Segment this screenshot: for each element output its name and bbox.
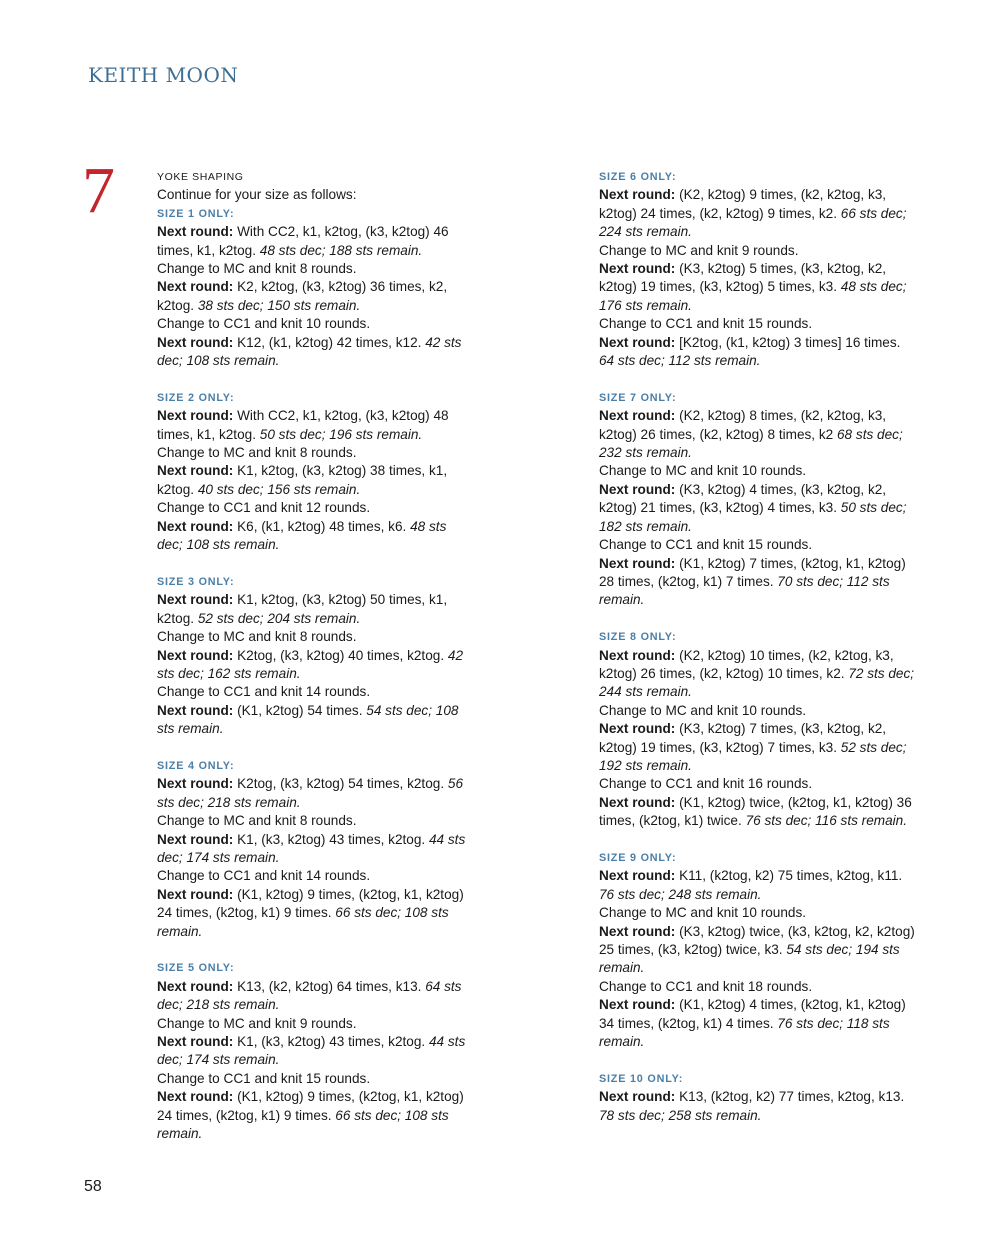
next-round-instruction	[157, 775, 475, 812]
next-round-instruction	[157, 462, 475, 499]
next-round-label: Next round:	[599, 334, 676, 350]
stitch-count-note: 66 sts dec; 224 sts remain.	[599, 205, 907, 240]
change-color-instruction: Change to MC and knit 8 rounds.	[157, 261, 357, 277]
instruction-text: (K3, k2tog) twice, (k3, k2tog, k2, k2tog) 25 times, (k3, k2tog) twice, k3.	[599, 923, 915, 958]
change-color-instruction: Change to MC and knit 8 rounds.	[157, 813, 357, 829]
next-round-instruction	[599, 794, 917, 831]
left-column	[157, 168, 475, 1162]
next-round-instruction	[599, 407, 917, 462]
change-color-instruction: Change to CC1 and knit 15 rounds.	[599, 316, 813, 332]
change-color-instruction: Change to CC1 and knit 16 rounds.	[599, 776, 813, 792]
change-color-instruction: Change to CC1 and knit 15 rounds.	[157, 1070, 371, 1086]
next-round-label: Next round:	[157, 776, 234, 792]
instruction-text: K1, k2tog, (k3, k2tog) 38 times, k1, k2tog.	[157, 463, 448, 497]
instruction-text: K2tog, (k3, k2tog) 54 times, k2tog.	[237, 776, 445, 792]
intro-text: Continue for your size as follows:	[157, 187, 357, 203]
size-heading: SIZE 8 ONLY:	[599, 631, 677, 644]
next-round-instruction	[157, 518, 475, 555]
stitch-count-note: 40 sts dec; 156 sts remain.	[197, 481, 361, 497]
stitch-count-note: 54 sts dec; 108 sts remain.	[157, 702, 459, 737]
instruction-text: (K1, k2tog) 9 times, (k2tog, k1, k2tog) 24 times, (k2tog, k1) 9 times.	[157, 886, 464, 921]
next-round-instruction	[599, 647, 917, 702]
next-round-instruction	[157, 1088, 475, 1143]
next-round-instruction	[599, 334, 917, 371]
size-heading: SIZE 4 ONLY:	[157, 759, 235, 772]
stitch-count-note: 72 sts dec; 244 sts remain.	[599, 665, 915, 700]
instruction-text: K1, (k3, k2tog) 43 times, k2tog.	[237, 831, 426, 847]
size-heading: SIZE 3 ONLY:	[157, 575, 235, 588]
instruction-text: (K1, k2tog) 9 times, (k2tog, k1, k2tog) 24 times, (k2tog, k1) 9 times.	[157, 1089, 464, 1123]
change-color-instruction: Change to CC1 and knit 15 rounds.	[599, 537, 813, 553]
stitch-count-note: 52 sts dec; 204 sts remain.	[197, 610, 361, 626]
instruction-text: (K3, k2tog) 5 times, (k3, k2tog, k2, k2tog) 19 times, (k3, k2tog) 5 times, k3.	[599, 261, 887, 295]
size-heading: SIZE 10 ONLY:	[599, 1072, 684, 1085]
size-block	[599, 1070, 917, 1125]
stitch-count-note: 42 sts dec; 162 sts remain.	[157, 647, 464, 681]
change-color-instruction: Change to CC1 and knit 14 rounds.	[157, 684, 371, 700]
instruction-text: [K2tog, (k1, k2tog) 3 times] 16 times.	[679, 334, 901, 350]
next-round-label: Next round:	[157, 831, 234, 847]
stitch-count-note: 42 sts dec; 108 sts remain.	[157, 334, 462, 369]
size-heading: SIZE 9 ONLY:	[599, 851, 677, 864]
change-color-instruction: Change to CC1 and knit 14 rounds.	[157, 868, 371, 884]
right-column	[599, 168, 917, 1143]
next-round-instruction	[157, 647, 475, 684]
next-round-label: Next round:	[599, 647, 676, 663]
next-round-instruction	[599, 720, 917, 775]
instruction-text: K12, (k1, k2tog) 42 times, k12.	[237, 334, 422, 350]
stitch-count-note: 64 sts dec; 112 sts remain.	[599, 353, 761, 369]
next-round-instruction	[157, 1033, 475, 1070]
stitch-count-note: 54 sts dec; 194 sts remain.	[599, 942, 900, 976]
instruction-text: K13, (k2tog, k2) 77 times, k2tog, k13.	[679, 1089, 905, 1105]
next-round-label: Next round:	[157, 647, 234, 663]
instruction-text: (K3, k2tog) 7 times, (k3, k2tog, k2, k2tog) 19 times, (k3, k2tog) 7 times, k3.	[599, 721, 887, 755]
next-round-label: Next round:	[157, 518, 234, 534]
instruction-text: K1, (k3, k2tog) 43 times, k2tog.	[237, 1034, 426, 1050]
stitch-count-note: 48 sts dec; 176 sts remain.	[599, 279, 907, 313]
stitch-count-note: 52 sts dec; 192 sts remain.	[599, 739, 907, 773]
next-round-instruction	[599, 260, 917, 315]
stitch-count-note: 76 sts dec; 116 sts remain.	[745, 813, 908, 829]
size-block	[599, 389, 917, 610]
next-round-label: Next round:	[157, 592, 234, 608]
stitch-count-note: 70 sts dec; 112 sts remain.	[599, 573, 890, 608]
instruction-text: K13, (k2, k2tog) 64 times, k13.	[237, 978, 422, 994]
next-round-label: Next round:	[157, 279, 234, 295]
next-round-instruction	[157, 334, 475, 371]
instruction-text: (K3, k2tog) 4 times, (k3, k2tog, k2, k2tog) 21 times, (k3, k2tog) 4 times, k3.	[599, 481, 887, 516]
stitch-count-note: 56 sts dec; 218 sts remain.	[157, 776, 464, 810]
next-round-label: Next round:	[157, 334, 234, 350]
change-color-instruction: Change to CC1 and knit 10 rounds.	[157, 316, 371, 332]
stitch-count-note: 68 sts dec; 232 sts remain.	[599, 426, 903, 461]
next-round-label: Next round:	[157, 408, 234, 424]
next-round-label: Next round:	[157, 224, 234, 240]
instruction-text: (K1, k2tog) 7 times, (k2tog, k1, k2tog) 28 times, (k2tog, k1) 7 times.	[599, 555, 906, 589]
left-size-list	[157, 205, 475, 1144]
next-round-label: Next round:	[599, 794, 676, 810]
section-label: YOKE SHAPING	[157, 171, 244, 183]
size-heading: SIZE 2 ONLY:	[157, 391, 235, 404]
next-round-instruction	[599, 481, 917, 536]
next-round-label: Next round:	[157, 702, 234, 718]
next-round-instruction	[157, 407, 475, 444]
step-number: 7	[82, 154, 115, 227]
next-round-label: Next round:	[157, 1034, 234, 1050]
page-number: 58	[84, 1178, 102, 1195]
next-round-instruction	[157, 831, 475, 868]
next-round-instruction	[599, 1088, 917, 1125]
next-round-instruction	[599, 867, 917, 904]
stitch-count-note: 76 sts dec; 118 sts remain.	[599, 1015, 890, 1050]
instruction-text: (K1, k2tog) twice, (k2tog, k1, k2tog) 36 times, (k2tog, k1) twice.	[599, 794, 912, 829]
next-round-instruction	[157, 591, 475, 628]
instruction-text: K2, k2tog, (k3, k2tog) 36 times, k2, k2tog.	[157, 279, 448, 313]
change-color-instruction: Change to MC and knit 9 rounds.	[599, 242, 799, 258]
stitch-count-note: 38 sts dec; 150 sts remain.	[197, 297, 361, 313]
next-round-label: Next round:	[157, 1089, 234, 1105]
change-color-instruction: Change to MC and knit 10 rounds.	[599, 463, 807, 479]
next-round-label: Next round:	[157, 886, 234, 902]
next-round-instruction	[599, 923, 917, 978]
size-heading: SIZE 6 ONLY:	[599, 171, 677, 183]
instruction-text: (K1, k2tog) 54 times.	[237, 702, 363, 718]
instruction-text: (K2, k2tog) 8 times, (k2, k2tog, k3, k2tog) 26 times, (k2, k2tog) 8 times, k2	[599, 408, 887, 442]
stitch-count-note: 66 sts dec; 108 sts remain.	[157, 1107, 449, 1142]
next-round-instruction	[157, 886, 475, 941]
instruction-text: K1, k2tog, (k3, k2tog) 50 times, k1, k2tog.	[157, 592, 448, 626]
next-round-instruction	[157, 702, 475, 739]
size-block	[157, 389, 475, 555]
next-round-instruction	[599, 996, 917, 1051]
next-round-instruction	[157, 223, 475, 260]
size-block	[157, 757, 475, 941]
next-round-instruction	[157, 278, 475, 315]
instruction-text: (K1, k2tog) 4 times, (k2tog, k1, k2tog) 34 times, (k2tog, k1) 4 times.	[599, 997, 906, 1031]
stitch-count-note: 78 sts dec; 258 sts remain.	[599, 1107, 762, 1123]
stitch-count-note: 50 sts dec; 196 sts remain.	[259, 426, 423, 442]
next-round-instruction	[599, 186, 917, 241]
size-block	[599, 849, 917, 1051]
change-color-instruction: Change to MC and knit 10 rounds.	[599, 702, 807, 718]
pattern-title: KEITH MOON	[88, 63, 239, 87]
next-round-label: Next round:	[599, 868, 676, 884]
instruction-text: (K2, k2tog) 10 times, (k2, k2tog, k3, k2tog) 26 times, (k2, k2tog) 10 times, k2.	[599, 647, 894, 681]
next-round-label: Next round:	[157, 978, 234, 994]
change-color-instruction: Change to MC and knit 10 rounds.	[599, 905, 807, 921]
instruction-text: K11, (k2tog, k2) 75 times, k2tog, k11.	[679, 868, 903, 884]
instruction-text: (K2, k2tog) 9 times, (k2, k2tog, k3, k2tog) 24 times, (k2, k2tog) 9 times, k2.	[599, 187, 887, 221]
next-round-label: Next round:	[599, 408, 676, 424]
next-round-instruction	[157, 978, 475, 1015]
next-round-label: Next round:	[599, 555, 676, 571]
change-color-instruction: Change to MC and knit 8 rounds.	[157, 629, 357, 645]
change-color-instruction: Change to CC1 and knit 12 rounds.	[157, 500, 371, 516]
change-color-instruction: Change to MC and knit 8 rounds.	[157, 445, 357, 461]
next-round-label: Next round:	[599, 261, 676, 277]
size-block	[157, 573, 475, 739]
stitch-count-note: 48 sts dec; 188 sts remain.	[259, 242, 423, 258]
next-round-label: Next round:	[599, 997, 676, 1013]
change-color-instruction: Change to CC1 and knit 18 rounds.	[599, 978, 813, 994]
stitch-count-note: 66 sts dec; 108 sts remain.	[157, 905, 449, 939]
stitch-count-note: 44 sts dec; 174 sts remain.	[157, 1034, 466, 1068]
stitch-count-note: 48 sts dec; 108 sts remain.	[157, 518, 447, 553]
size-heading: SIZE 7 ONLY:	[599, 391, 677, 404]
next-round-instruction	[599, 555, 917, 610]
instruction-text: K2tog, (k3, k2tog) 40 times, k2tog.	[237, 647, 445, 663]
size-heading: SIZE 5 ONLY:	[157, 962, 235, 975]
instruction-text: With CC2, k1, k2tog, (k3, k2tog) 46 times, k1, k2tog.	[157, 224, 449, 258]
right-size-list	[599, 168, 917, 1125]
size-block	[157, 205, 475, 371]
next-round-label: Next round:	[599, 1089, 676, 1105]
next-round-label: Next round:	[599, 923, 676, 939]
stitch-count-note: 50 sts dec; 182 sts remain.	[599, 500, 907, 534]
next-round-label: Next round:	[599, 187, 676, 203]
size-block	[599, 168, 917, 370]
instruction-text: K6, (k1, k2tog) 48 times, k6.	[237, 518, 407, 534]
size-block	[157, 959, 475, 1143]
next-round-label: Next round:	[599, 721, 676, 737]
stitch-count-note: 44 sts dec; 174 sts remain.	[157, 831, 466, 865]
instruction-text: With CC2, k1, k2tog, (k3, k2tog) 48 times, k1, k2tog.	[157, 408, 449, 442]
stitch-count-note: 64 sts dec; 218 sts remain.	[157, 978, 462, 1013]
next-round-label: Next round:	[599, 481, 676, 497]
change-color-instruction: Change to MC and knit 9 rounds.	[157, 1015, 357, 1031]
size-heading: SIZE 1 ONLY:	[157, 207, 235, 220]
stitch-count-note: 76 sts dec; 248 sts remain.	[599, 886, 762, 902]
next-round-label: Next round:	[157, 463, 234, 479]
size-block	[599, 628, 917, 830]
